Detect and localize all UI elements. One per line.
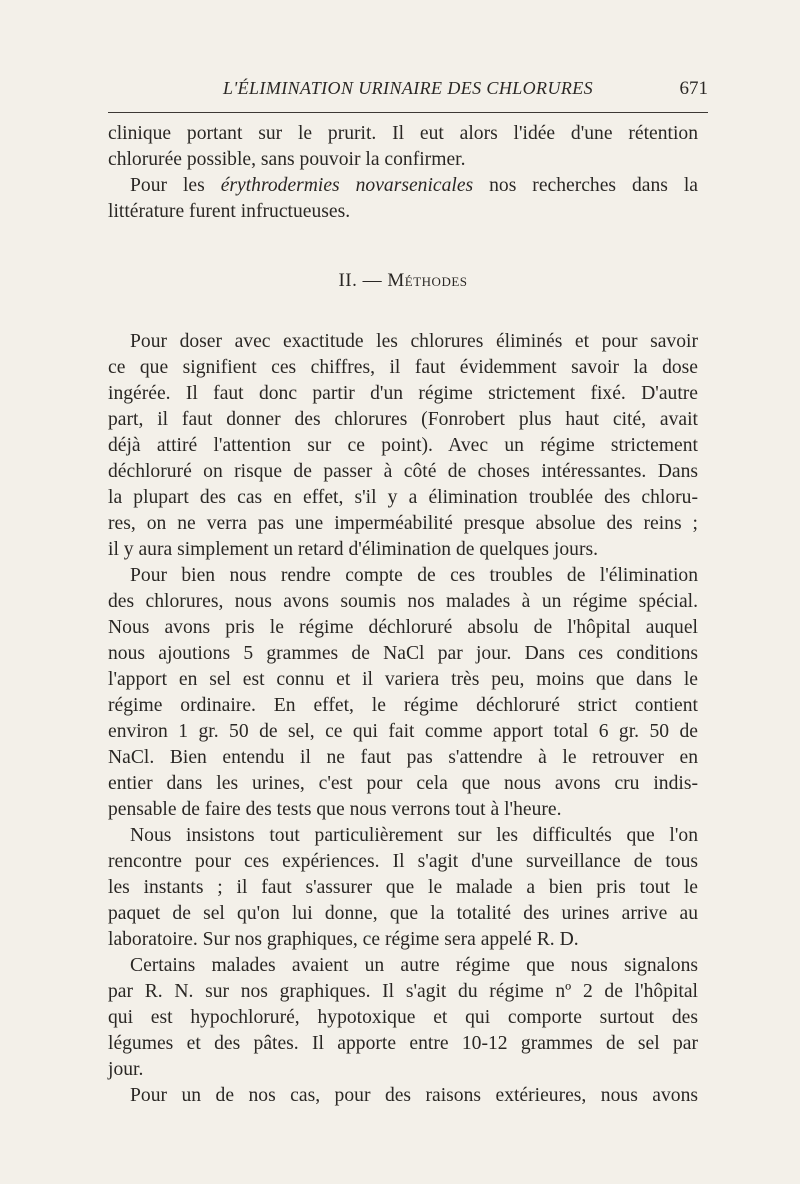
text-line: chlorurée possible, sans pouvoir la confirmer. bbox=[108, 149, 466, 170]
text-line: Certains malades avaient un autre régime que nous signalons bbox=[130, 955, 698, 976]
text-line: les instants ; il faut s'assurer que le malade a bien pris tout le bbox=[108, 877, 698, 898]
text-line: il y aura simplement un retard d'élimination de quelques jours. bbox=[108, 539, 598, 560]
text-line: res, on ne verra pas une imperméabilité presque absolue des reins ; bbox=[108, 513, 698, 534]
paragraph-5 bbox=[108, 823, 698, 953]
page-number: 671 bbox=[679, 78, 708, 99]
text-line: ingérée. Il faut donc partir d'un régime strictement fixé. D'autre bbox=[108, 383, 698, 404]
text-line: Pour un de nos cas, pour des raisons extérieures, nous avons bbox=[130, 1085, 698, 1106]
text-line: la plupart des cas en effet, s'il y a élimination troublée des chloru- bbox=[108, 487, 698, 508]
text-line: NaCl. Bien entendu il ne faut pas s'attendre à le retrouver en bbox=[108, 747, 698, 768]
text-line: Pour bien nous rendre compte de ces troubles de l'élimination bbox=[130, 565, 698, 586]
section-number: II. bbox=[338, 270, 358, 291]
text-line: Nous avons pris le régime déchloruré absolu de l'hôpital auquel bbox=[108, 617, 698, 638]
page-body bbox=[108, 121, 698, 1109]
text-run: nos recherches dans la bbox=[473, 175, 699, 196]
text-line: environ 1 gr. 50 de sel, ce qui fait comme apport total 6 gr. 50 de bbox=[108, 721, 698, 742]
text-line: entier dans les urines, c'est pour cela que nous avons cru indis- bbox=[108, 773, 698, 794]
text-line: part, il faut donner des chlorures (Fonrobert plus haut cité, avait bbox=[108, 409, 698, 430]
text-line: Pour doser avec exactitude les chlorures éliminés et pour savoir bbox=[130, 331, 698, 352]
text-line: littérature furent infructueuses. bbox=[108, 201, 351, 222]
paragraph-2 bbox=[108, 173, 698, 225]
text-line: jour. bbox=[108, 1059, 144, 1080]
text-line: clinique portant sur le prurit. Il eut alors l'idée d'une rétention bbox=[108, 123, 698, 144]
text-line: pensable de faire des tests que nous verrons tout à l'heure. bbox=[108, 799, 562, 820]
text-line: par R. N. sur nos graphiques. Il s'agit du régime nº 2 de l'hôpital bbox=[108, 981, 698, 1002]
paragraph-1 bbox=[108, 121, 698, 173]
section-title: Méthodes bbox=[387, 270, 468, 291]
text-line: déjà attiré l'attention sur ce point). Avec un régime strictement bbox=[108, 435, 698, 456]
text-line bbox=[108, 173, 698, 199]
text-line: des chlorures, nous avons soumis nos malades à un régime spécial. bbox=[108, 591, 698, 612]
running-title: L'ÉLIMINATION URINAIRE DES CHLORURES bbox=[222, 78, 594, 98]
text-line: l'apport en sel est connu et il variera très peu, moins que dans le bbox=[108, 669, 698, 690]
text-line: Nous insistons tout particulièrement sur les difficultés que l'on bbox=[130, 825, 698, 846]
section-dash: — bbox=[362, 270, 383, 291]
text-line: laboratoire. Sur nos graphiques, ce régime sera appelé R. D. bbox=[108, 929, 579, 950]
text-line: qui est hypochloruré, hypotoxique et qui comporte surtout des bbox=[108, 1007, 698, 1028]
text-run: Pour les bbox=[130, 175, 221, 196]
text-line: régime ordinaire. En effet, le régime déchloruré strict contient bbox=[108, 695, 698, 716]
text-line: légumes et des pâtes. Il apporte entre 10-12 grammes de sel par bbox=[108, 1033, 698, 1054]
paragraph-6 bbox=[108, 953, 698, 1083]
text-line: déchloruré on risque de passer à côté de choses intéressantes. Dans bbox=[108, 461, 698, 482]
text-line: paquet de sel qu'on lui donne, que la totalité des urines arrive au bbox=[108, 903, 698, 924]
text-line: rencontre pour ces expériences. Il s'agit d'une surveillance de tous bbox=[108, 851, 698, 872]
italic-term: érythrodermies novarsenicales bbox=[220, 175, 474, 196]
header-rule bbox=[108, 112, 708, 113]
text-line: ce que signifient ces chiffres, il faut évidemment savoir la dose bbox=[108, 357, 698, 378]
paragraph-4 bbox=[108, 563, 698, 823]
running-head bbox=[108, 78, 708, 106]
section-heading bbox=[108, 268, 698, 294]
paragraph-3 bbox=[108, 329, 698, 563]
text-line: nous ajoutions 5 grammes de NaCl par jour. Dans ces conditions bbox=[108, 643, 698, 664]
paragraph-7 bbox=[108, 1083, 698, 1109]
